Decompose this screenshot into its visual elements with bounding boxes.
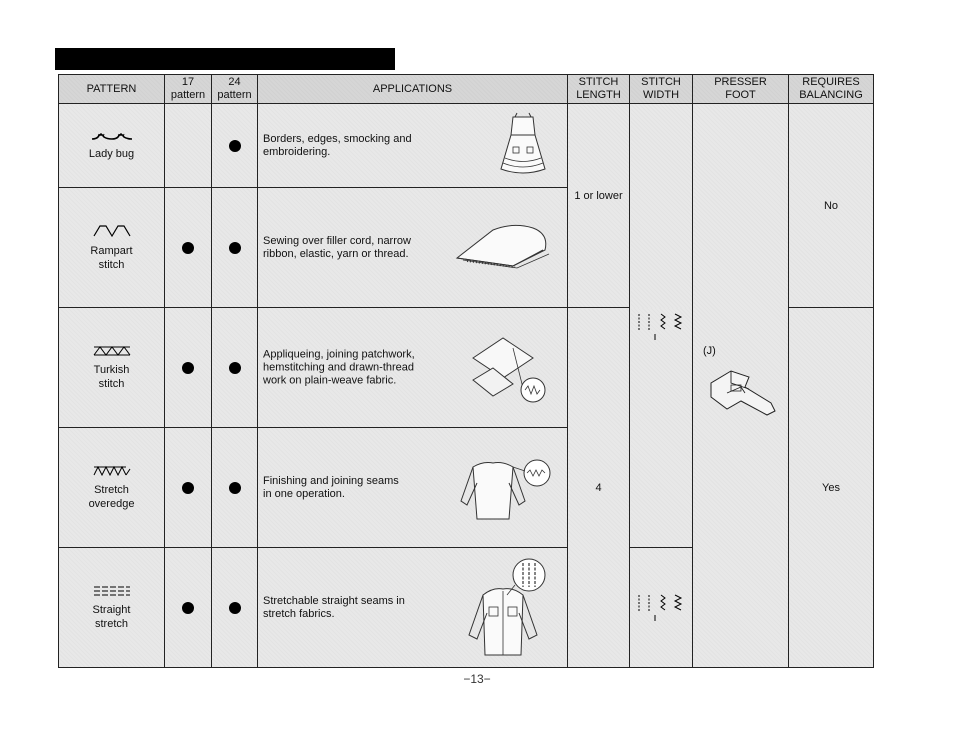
title-bar <box>55 48 395 70</box>
pattern-label: Stretch <box>94 483 129 496</box>
presser-foot-cell <box>693 104 789 668</box>
turkish-stitch-icon <box>92 345 132 357</box>
page-number: −13− <box>463 672 491 686</box>
dress-illustration-icon <box>493 111 553 181</box>
stitch-width-cell-b <box>630 308 693 548</box>
availability-dot-icon <box>182 602 194 614</box>
pattern-label: Lady bug <box>88 147 135 160</box>
pattern-cell-rampart <box>59 188 165 308</box>
stitch-length-cell-a <box>568 104 630 308</box>
header-requires-balancing: REQUIRES BALANCING <box>789 75 874 104</box>
pattern-cell-turkish <box>59 308 165 428</box>
header-pattern: PATTERN <box>59 75 165 104</box>
presser-foot-label: (J) <box>703 345 716 357</box>
header-stitch-width: STITCH WIDTH <box>630 75 693 104</box>
balancing-value: No <box>823 199 839 212</box>
p24-cell <box>212 104 258 188</box>
presser-foot-j-icon <box>701 363 781 423</box>
pattern-label: overedge <box>88 497 135 510</box>
pattern-label: Rampart <box>90 244 133 257</box>
p24-cell <box>212 548 258 668</box>
pattern-label: Turkish <box>93 363 130 376</box>
header-17-pattern: 17 pattern <box>165 75 212 104</box>
shirt-illustration-icon <box>453 555 553 665</box>
pattern-label: stitch <box>98 377 125 390</box>
availability-dot-icon <box>182 482 194 494</box>
application-cell <box>258 104 568 188</box>
application-text: Borders, edges, smocking and embroidering. <box>263 132 412 158</box>
rampart-stitch-icon <box>92 224 132 238</box>
p17-cell <box>165 104 212 188</box>
p17-cell <box>165 188 212 308</box>
application-cell <box>258 308 568 428</box>
sweater-illustration-icon <box>453 453 553 523</box>
stitch-table <box>58 74 874 668</box>
pattern-cell-straight-stretch <box>59 548 165 668</box>
cord-fabric-illustration-icon <box>453 220 553 276</box>
stitch-width-range-icon <box>631 312 691 342</box>
application-text: Sewing over filler cord, narrow ribbon, elastic, yarn or thread. <box>263 234 411 260</box>
header-applications: APPLICATIONS <box>258 75 568 104</box>
header-stitch-length: STITCH LENGTH <box>568 75 630 104</box>
pattern-cell-lady-bug <box>59 104 165 188</box>
straight-stretch-stitch-icon <box>92 585 132 597</box>
stretch-overedge-stitch-icon <box>92 465 132 477</box>
pattern-label: stitch <box>98 258 125 271</box>
stitch-length-value: 4 <box>595 481 602 494</box>
availability-dot-icon <box>229 602 241 614</box>
lady-bug-stitch-icon <box>90 131 134 141</box>
stitch-width-cell-c <box>630 548 693 668</box>
availability-dot-icon <box>229 140 241 152</box>
stitch-width-cell-a <box>630 104 693 308</box>
availability-dot-icon <box>229 242 241 254</box>
stitch-length-cell-b <box>568 308 630 668</box>
balancing-cell-a <box>789 104 874 308</box>
table-row <box>59 104 874 188</box>
p24-cell <box>212 188 258 308</box>
pattern-label: stretch <box>94 617 128 630</box>
balancing-cell-b <box>789 308 874 668</box>
p17-cell <box>165 548 212 668</box>
p24-cell <box>212 428 258 548</box>
availability-dot-icon <box>229 482 241 494</box>
availability-dot-icon <box>182 242 194 254</box>
availability-dot-icon <box>182 362 194 374</box>
pattern-label: Straight <box>92 603 131 616</box>
p17-cell <box>165 428 212 548</box>
patchwork-illustration-icon <box>463 328 553 408</box>
availability-dot-icon <box>229 362 241 374</box>
application-text: Appliqueing, joining patchwork, hemstitching and drawn-thread work on plain-weave fabric. <box>263 348 415 386</box>
application-cell <box>258 188 568 308</box>
header-presser-foot: PRESSER FOOT <box>693 75 789 104</box>
pattern-cell-stretch-overedge <box>59 428 165 548</box>
stitch-length-value: 1 or lower <box>574 190 623 202</box>
application-text: Stretchable straight seams in stretch fabrics. <box>263 594 405 620</box>
balancing-value: Yes <box>822 481 840 494</box>
application-text: Finishing and joining seams in one operation. <box>263 474 399 500</box>
p17-cell <box>165 308 212 428</box>
application-cell <box>258 428 568 548</box>
p24-cell <box>212 308 258 428</box>
stitch-width-range-icon <box>631 593 691 623</box>
header-24-pattern: 24 pattern <box>212 75 258 104</box>
application-cell <box>258 548 568 668</box>
